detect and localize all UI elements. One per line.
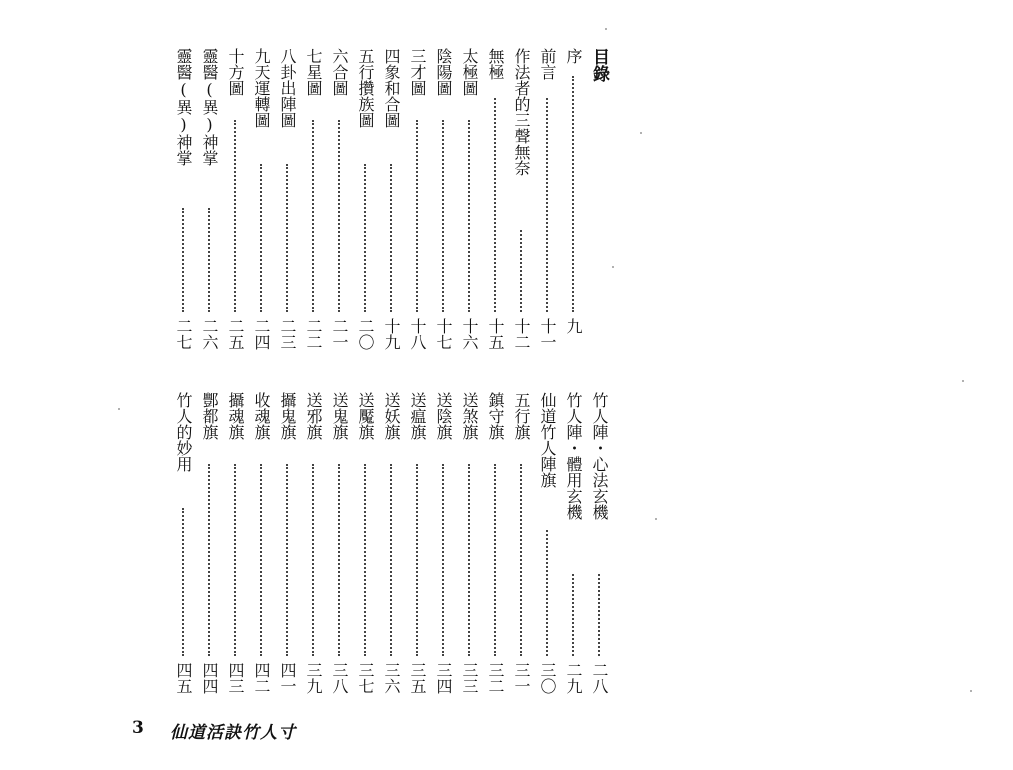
toc-entry-title: 作法者的三聲無奈 <box>512 48 531 176</box>
toc-dot-leader <box>312 464 316 656</box>
toc-entry-page: 三八 <box>330 662 349 694</box>
toc-entry-page: 三三 <box>460 662 479 694</box>
toc-entry-title: 無極 <box>486 48 505 80</box>
toc-entry-page: 三七 <box>356 662 375 694</box>
toc-dot-leader <box>572 574 576 656</box>
toc-entry-title: 仙道竹人陣旗 <box>538 392 557 488</box>
toc-dot-leader <box>208 464 212 656</box>
toc-dot-leader <box>338 120 342 312</box>
toc-entry-title: 八卦出陣圖 <box>278 48 297 128</box>
toc-entry-title: 三才圖 <box>408 48 427 96</box>
scan-speck <box>612 266 614 268</box>
toc-dot-leader <box>468 464 472 656</box>
toc-entry-title: 竹人陣・心法玄機 <box>590 392 609 520</box>
toc-entry-page: 四五 <box>174 662 193 694</box>
toc-entry-page: 二七 <box>174 318 193 350</box>
toc-entry-title: 陰陽圖 <box>434 48 453 96</box>
toc-dot-leader <box>442 464 446 656</box>
toc-entry-page: 二〇 <box>356 318 375 350</box>
toc-entry-page: 四一 <box>278 662 297 694</box>
toc-entry-page: 二五 <box>226 318 245 350</box>
scan-speck <box>605 28 607 30</box>
toc-dot-leader <box>520 230 524 312</box>
toc-entry-title: 酆都旗 <box>200 392 219 440</box>
toc-entry-page: 十二 <box>512 318 531 350</box>
scan-speck <box>655 518 657 520</box>
toc-entry-title: 太極圖 <box>460 48 479 96</box>
toc-dot-leader <box>286 464 290 656</box>
toc-dot-leader <box>182 208 186 312</box>
toc-dot-leader <box>260 164 264 312</box>
toc-entry-page: 四四 <box>200 662 219 694</box>
toc-entry-title: 收魂旗 <box>252 392 271 440</box>
toc-entry-page: 三五 <box>408 662 427 694</box>
toc-entry-title: 七星圖 <box>304 48 323 96</box>
toc-dot-leader <box>312 120 316 312</box>
scan-speck <box>118 408 120 410</box>
toc-entry-title: 送鬼旗 <box>330 392 349 440</box>
footer-page-number: 3 <box>132 718 144 738</box>
toc-entry-page: 二六 <box>200 318 219 350</box>
toc-entry-page: 二八 <box>590 662 609 694</box>
toc-dot-leader <box>598 574 602 656</box>
toc-dot-leader <box>546 530 550 656</box>
toc-dot-leader <box>546 98 550 312</box>
toc-entry-page: 四三 <box>226 662 245 694</box>
toc-entry-page: 十六 <box>460 318 479 350</box>
toc-entry-title: 靈醫(異)神掌 <box>200 48 219 166</box>
toc-entry-page: 二二 <box>304 318 323 350</box>
toc-dot-leader <box>390 164 394 312</box>
toc-entry-page: 二一 <box>330 318 349 350</box>
toc-entry-page: 二四 <box>252 318 271 350</box>
toc-entry-page: 十八 <box>408 318 427 350</box>
toc-entry-page: 三四 <box>434 662 453 694</box>
toc-dot-leader <box>364 464 368 656</box>
toc-entry-title: 竹人的妙用 <box>174 392 193 472</box>
toc-entry-page: 三二 <box>486 662 505 694</box>
toc-dot-leader <box>390 464 394 656</box>
toc-entry-title: 鎮守旗 <box>486 392 505 440</box>
toc-entry-title: 送邪旗 <box>304 392 323 440</box>
toc-entry-page: 九 <box>564 318 583 334</box>
toc-dot-leader <box>442 120 446 312</box>
toc-entry-title: 五行攢族圖 <box>356 48 375 128</box>
toc-dot-leader <box>260 464 264 656</box>
toc-entry-page: 三一 <box>512 662 531 694</box>
toc-entry-title: 靈醫(異)神掌 <box>174 48 193 166</box>
toc-entry-page: 三〇 <box>538 662 557 694</box>
toc-entry-title: 前言 <box>538 48 557 80</box>
toc-entry-title: 五行旗 <box>512 392 531 440</box>
toc-dot-leader <box>364 164 368 312</box>
toc-entry-page: 二九 <box>564 662 583 694</box>
footer-book-title: 仙道活訣竹人寸 <box>170 723 296 743</box>
toc-dot-leader <box>338 464 342 656</box>
toc-dot-leader <box>416 464 420 656</box>
toc-dot-leader <box>494 98 498 312</box>
toc-entry-title: 送陰旗 <box>434 392 453 440</box>
toc-dot-leader <box>416 120 420 312</box>
toc-entry-title: 九天運轉圖 <box>252 48 271 128</box>
toc-entry-title: 送妖旗 <box>382 392 401 440</box>
scan-speck <box>970 690 972 692</box>
scan-speck <box>640 132 642 134</box>
toc-entry-title: 攝魂旗 <box>226 392 245 440</box>
toc-dot-leader <box>234 464 238 656</box>
toc-entry-page: 十九 <box>382 318 401 350</box>
toc-entry-title: 四象和合圖 <box>382 48 401 128</box>
toc-entry-title: 序 <box>564 48 583 64</box>
toc-dot-leader <box>208 208 212 312</box>
toc-entry-page: 三六 <box>382 662 401 694</box>
toc-entry-title: 攝鬼旗 <box>278 392 297 440</box>
toc-dot-leader <box>468 120 472 312</box>
toc-entry-title: 六合圖 <box>330 48 349 96</box>
toc-dot-leader <box>494 464 498 656</box>
toc-entry-title: 十方圖 <box>226 48 245 96</box>
toc-dot-leader <box>572 76 576 312</box>
toc-entry-page: 十五 <box>486 318 505 350</box>
scan-speck <box>962 380 964 382</box>
toc-entry-page: 四二 <box>252 662 271 694</box>
toc-dot-leader <box>234 120 238 312</box>
toc-dot-leader <box>182 508 186 656</box>
toc-entry-page: 二三 <box>278 318 297 350</box>
toc-entry-title: 送煞旗 <box>460 392 479 440</box>
toc-entry-title: 送瘟旗 <box>408 392 427 440</box>
toc-heading: 目錄 <box>589 48 609 82</box>
toc-entry-page: 十七 <box>434 318 453 350</box>
toc-entry-title: 竹人陣・體用玄機 <box>564 392 583 520</box>
toc-entry-page: 十一 <box>538 318 557 350</box>
toc-dot-leader <box>286 164 290 312</box>
toc-entry-page: 三九 <box>304 662 323 694</box>
toc-entry-title: 送魘旗 <box>356 392 375 440</box>
toc-dot-leader <box>520 464 524 656</box>
